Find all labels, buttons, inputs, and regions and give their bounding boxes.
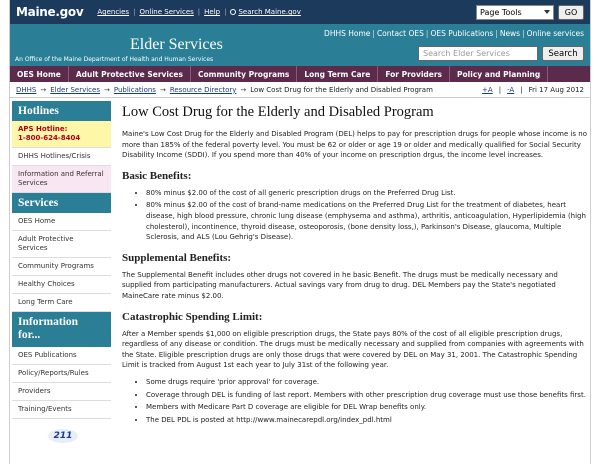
page-tools-select[interactable]: Page Tools xyxy=(476,5,554,20)
text-size-and-date: +A | -A | Fri 17 Aug 2012 xyxy=(482,85,584,94)
agencies-link[interactable]: Agencies xyxy=(97,8,130,16)
nav-oes-home[interactable]: OES Home xyxy=(10,66,69,82)
page-tools xyxy=(476,5,584,20)
breadcrumb-publications[interactable]: Publications xyxy=(113,85,156,94)
sidebar-item-policy-reports-rules[interactable]: Policy/Reports/Rules xyxy=(12,365,111,383)
aps-hotline-phone: 1-800-624-8404 xyxy=(18,134,81,142)
online-services-header-link[interactable]: Online services xyxy=(526,29,584,38)
chevron-down-icon xyxy=(544,10,550,14)
site-subtitle: An Office of the Maine Department of Health and Human Services xyxy=(15,56,214,63)
basic-benefits-heading: Basic Benefits: xyxy=(122,169,192,182)
information-for-heading: Information for... xyxy=(12,312,111,347)
basic-benefits-list xyxy=(122,188,588,243)
sidebar-item-dhhs-hotlines[interactable]: DHHS Hotlines/Crisis xyxy=(12,148,111,166)
catastrophic-paragraph: After a Member spends $1,000 on eligible prescription drugs, the State pays 80% of the cost of all eligible prescription drugs, regardless of any disease or condition. The drugs must be medically necessary and supplied from companies with agreements with the State. Eligible prescription drugs are only those drugs that were covered by DEL on May 31, 2001. The Catastrophic Spending Limit is tracked from August 1st each year to July 31st of the following year. xyxy=(122,329,584,370)
nav-adult-protective-services[interactable]: Adult Protective Services xyxy=(69,66,191,82)
sidebar xyxy=(12,101,111,443)
arrow-right-icon: → xyxy=(104,85,110,94)
list-item[interactable]: • The DEL PDL is posted at http://www.mainecarepdl.org/index_pdl.html xyxy=(146,415,588,426)
catastrophic-list xyxy=(122,377,588,425)
maine-gov-logo[interactable]: Maine.gov xyxy=(16,5,84,19)
services-heading: Services xyxy=(12,193,111,213)
list-item: • 80% minus $2.00 of the cost of brand-name medications on the Preferred Drug List for the treatment of diabetes, heart disease, high blood pressure, chronic lung disease (emphysema and asthma), arthritis, anticoagulation, Hyperlipidemia (high cholesterol), incontinence, thyroid disease, osteoporosis, (bone density loss,), Parkinson's Disease, glaucoma, Multiple Sclerosis, and ALS (Lou Gehrig's Disease). xyxy=(146,200,588,242)
breadcrumb-current: Low Cost Drug for the Elderly and Disabled Program xyxy=(250,85,433,94)
sidebar-item-providers[interactable]: Providers xyxy=(12,383,111,401)
intro-paragraph: Maine's Low Cost Drug for the Elderly and Disabled Program (DEL) helps to pay for prescription drugs for people whose income is no more than 185% of the federal poverty level. You must be 62 or older or age 19 or older and medically qualified for Social Security Disability Income (SDDI). If you spend more than 40% of your income on prescription drgus, the income level increases. xyxy=(122,130,588,160)
search-button[interactable]: Search xyxy=(542,46,584,61)
nav-for-providers[interactable]: For Providers xyxy=(378,66,450,82)
sidebar-item-adult-protective-services[interactable]: Adult Protective Services xyxy=(12,231,111,258)
breadcrumb-dhhs[interactable]: DHHS xyxy=(16,85,37,94)
hotlines-heading: Hotlines xyxy=(12,101,111,121)
catastrophic-limit-heading: Catastrophic Spending Limit: xyxy=(122,310,263,323)
main-nav xyxy=(10,66,590,82)
sidebar-item-long-term-care[interactable]: Long Term Care xyxy=(12,294,111,312)
sidebar-item-community-programs[interactable]: Community Programs xyxy=(12,258,111,276)
supplemental-benefits-heading: Supplemental Benefits: xyxy=(122,251,232,264)
site-search xyxy=(418,46,584,61)
breadcrumb-elder-services[interactable]: Elder Services xyxy=(50,85,100,94)
breadcrumb-resource-directory[interactable]: Resource Directory xyxy=(169,85,237,94)
help-link[interactable]: Help xyxy=(204,8,221,16)
contact-oes-link[interactable]: Contact OES xyxy=(376,29,424,38)
arrow-right-icon: → xyxy=(240,85,247,94)
maine-gov-bar xyxy=(10,0,590,24)
page xyxy=(9,0,591,464)
list-item: • 80% minus $2.00 of the cost of all generic prescription drugs on the Preferred Drug List. xyxy=(146,188,588,199)
text-size-increase[interactable]: +A xyxy=(482,85,493,94)
nav-community-programs[interactable]: Community Programs xyxy=(191,66,297,82)
news-link[interactable]: News xyxy=(499,29,521,38)
elder-services-header xyxy=(10,24,590,66)
list-item: • Members with Medicare Part D coverage are eligible for DEL Wrap benefits only. xyxy=(146,402,588,413)
sidebar-item-healthy-choices[interactable]: Healthy Choices xyxy=(12,276,111,294)
sidebar-item-oes-publications[interactable]: OES Publications xyxy=(12,347,111,365)
sidebar-item-oes-home[interactable]: OES Home xyxy=(12,213,111,231)
search-maine-gov-link[interactable]: Search Maine.gov xyxy=(230,8,300,16)
list-item: • Coverage through DEL is funding of last report. Members with other prescription drug coverage must use those benefits first. xyxy=(146,390,588,401)
gov-links: Agencies | Online Services | Help | Search Maine.gov xyxy=(97,8,301,16)
nav-long-term-care[interactable]: Long Term Care xyxy=(297,66,378,82)
arrow-right-icon: → xyxy=(40,85,47,94)
oes-publications-link[interactable]: OES Publications xyxy=(430,29,494,38)
current-date: Fri 17 Aug 2012 xyxy=(528,85,584,94)
arrow-right-icon: → xyxy=(159,85,166,94)
supplemental-paragraph: The Supplemental Benefit includes other drugs not covered in he basic Benefit. The drugs must be medically necessary and supplied from participating manufacturers. Actual savings vary from drug to drug. DEL Members pay the State's negotiated MaineCare rate minus $2.00. xyxy=(122,270,558,300)
list-item: • Some drugs require 'prior approval' for coverage. xyxy=(146,377,588,388)
text-size-decrease[interactable]: -A xyxy=(507,85,515,94)
sidebar-item-training-events[interactable]: Training/Events xyxy=(12,401,111,419)
header-links: DHHS Home | Contact OES | OES Publications | News | Online services xyxy=(324,29,584,38)
go-button[interactable]: GO xyxy=(558,5,584,20)
main-content xyxy=(122,104,588,427)
search-icon xyxy=(230,9,236,15)
breadcrumb xyxy=(10,82,590,98)
online-services-link[interactable]: Online Services xyxy=(139,8,194,16)
211-logo[interactable]: 211 xyxy=(48,429,78,443)
dhhs-home-link[interactable]: DHHS Home xyxy=(324,29,371,38)
page-title: Low Cost Drug for the Elderly and Disabled Program xyxy=(122,104,434,120)
search-input[interactable]: Search Elder Services xyxy=(418,46,538,61)
aps-hotline: APS Hotline: 1-800-624-8404 xyxy=(12,121,111,148)
site-title[interactable]: Elder Services xyxy=(130,36,223,53)
nav-policy-and-planning[interactable]: Policy and Planning xyxy=(450,66,548,82)
sidebar-item-information-referral[interactable]: Information and Referral Services xyxy=(12,166,111,193)
